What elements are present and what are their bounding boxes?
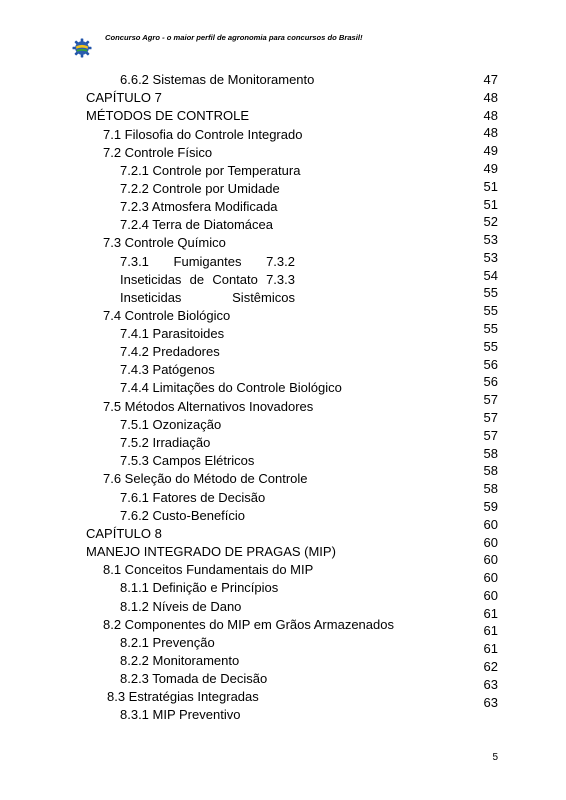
toc-page-number: 54 xyxy=(483,267,498,283)
toc-page-number: 61 xyxy=(483,605,498,621)
toc-entry: 8.2.1 Prevenção xyxy=(120,635,215,650)
toc-page-number: 56 xyxy=(483,374,498,390)
toc-page-number: 58 xyxy=(483,463,498,479)
toc-page-number: 58 xyxy=(483,445,498,461)
header-text: Concurso Agro - o maior perfil de agronomia para concursos do Brasil! xyxy=(105,33,363,42)
toc-entry: MÉTODOS DE CONTROLE xyxy=(86,108,250,123)
toc-entry: 8.2.2 Monitoramento xyxy=(120,653,240,668)
toc-page-number: 60 xyxy=(483,587,498,603)
toc-page-number: 60 xyxy=(483,570,498,586)
toc-entry: 7.3 Controle Químico xyxy=(103,235,226,250)
toc-page-number: 48 xyxy=(483,107,498,123)
toc-entry: 8.1 Conceitos Fundamentais do MIP xyxy=(103,562,314,577)
toc-entry: 7.1 Filosofia do Controle Integrado xyxy=(103,127,303,142)
toc-page-number: 56 xyxy=(483,356,498,372)
toc-page-number: 51 xyxy=(483,196,498,212)
toc-page-number: 55 xyxy=(483,285,498,301)
toc-entry: 7.2.4 Terra de Diatomácea xyxy=(120,217,273,232)
toc-page-number: 63 xyxy=(483,694,498,710)
toc-entry: 8.1.1 Definição e Princípios xyxy=(120,580,279,595)
toc-entry: 8.2.3 Tomada de Decisão xyxy=(120,671,268,686)
toc-entry: 7.6.1 Fatores de Decisão xyxy=(120,490,266,505)
toc-entry: 8.3.1 MIP Preventivo xyxy=(120,707,241,722)
toc-page-number: 55 xyxy=(483,321,498,337)
toc-entry: 7.4.4 Limitações do Controle Biológico xyxy=(120,380,342,395)
toc-page-number: 61 xyxy=(483,641,498,657)
toc-page-number: 57 xyxy=(483,410,498,425)
gear-globe-logo-icon xyxy=(72,38,92,58)
toc-page-number: 51 xyxy=(483,178,498,194)
toc-page-number: 55 xyxy=(483,338,498,354)
toc-page-number: 57 xyxy=(483,427,498,443)
toc-page-number: 48 xyxy=(483,125,498,141)
toc-entry: 8.3 Estratégias Integradas xyxy=(107,689,259,704)
toc-page-number: 62 xyxy=(483,659,498,675)
toc-entry: CAPÍTULO 7 xyxy=(86,90,162,105)
toc-entry: 7.2 Controle Físico xyxy=(103,145,213,160)
toc-entry: CAPÍTULO 8 xyxy=(86,526,162,541)
toc-page-number: 47 xyxy=(483,72,498,87)
toc-entry: 7.4.3 Patógenos xyxy=(120,362,215,377)
toc-entry: 7.2.2 Controle por Umidade xyxy=(120,181,280,196)
toc-entry: 8.1.2 Níveis de Dano xyxy=(120,599,242,614)
toc-entry: 7.2.1 Controle por Temperatura xyxy=(120,163,301,178)
toc-entry: 7.5.3 Campos Elétricos xyxy=(120,453,255,468)
toc-entry: 7.4.1 Parasitoides xyxy=(120,326,225,341)
toc-entry: 7.6.2 Custo-Benefício xyxy=(120,508,246,523)
toc-page-number: 53 xyxy=(483,232,498,248)
toc-page-number: 57 xyxy=(483,392,498,408)
toc-page-number: 63 xyxy=(483,676,498,692)
toc-entry: 7.4 Controle Biológico xyxy=(103,308,231,323)
toc-page-number: 60 xyxy=(483,516,498,532)
toc-entry: MANEJO INTEGRADO DE PRAGAS (MIP) xyxy=(86,544,336,559)
toc-page-number: 53 xyxy=(483,249,498,265)
page-number: 5 xyxy=(492,752,498,763)
toc-page-number: 49 xyxy=(483,143,498,159)
toc-entry: 7.6 Seleção do Método de Controle xyxy=(103,471,308,486)
toc-entry: 6.6.2 Sistemas de Monitoramento xyxy=(120,72,315,87)
toc-page-number: 49 xyxy=(483,160,498,176)
toc-entry: 7.5.2 Irradiação xyxy=(120,435,211,450)
toc-page-number: 61 xyxy=(483,623,498,639)
toc-entry: 8.2 Componentes do MIP em Grãos Armazenados xyxy=(103,617,394,632)
toc-page-number: 60 xyxy=(483,552,498,568)
toc-page-number: 52 xyxy=(483,214,498,230)
toc-page-number: 60 xyxy=(483,534,498,550)
toc-page-number: 59 xyxy=(483,498,498,514)
toc-entry: 7.4.2 Predadores xyxy=(120,344,220,359)
toc-page-number: 58 xyxy=(483,481,498,497)
toc-entry: 7.2.3 Atmosfera Modificada xyxy=(120,199,278,214)
toc-page-number: 55 xyxy=(483,303,498,319)
toc-entry: 7.5 Métodos Alternativos Inovadores xyxy=(103,399,314,414)
toc-entry: 7.5.1 Ozonização xyxy=(120,417,222,432)
toc-page-number: 48 xyxy=(483,89,498,105)
toc-entry: 7.3.1 Fumigantes 7.3.2 Inseticidas de Contato 7.3.3 Inseticidas Sistêmicos xyxy=(120,254,295,305)
